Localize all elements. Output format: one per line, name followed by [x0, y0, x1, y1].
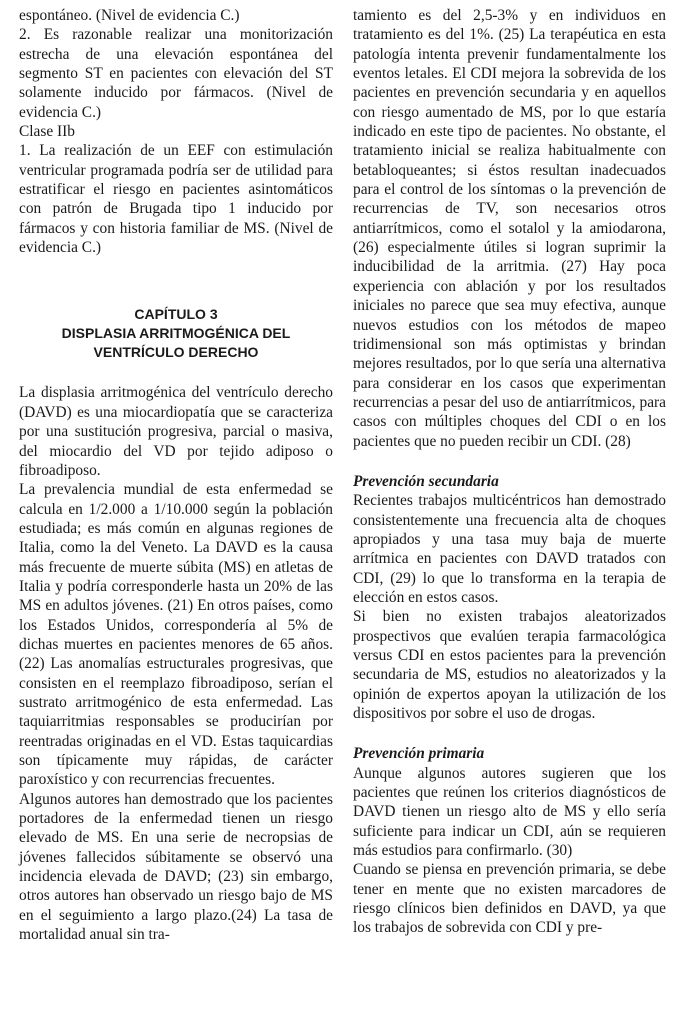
paragraph-definition: La displasia arritmogénica del ventrículo derecho (DAVD) es una miocardiopatía que se caracteriza por una sustitución progresiva, parcial o masiva, del miocardio del VD por tejido adiposo o fibroadiposo. — [19, 384, 333, 479]
heading-secondary-prevention: Prevención secundaria — [353, 472, 499, 490]
paragraph-prevalence: La prevalencia mundial de esta enfermedad se calcula en 1/2.000 a 1/10.000 según la población estudiada; es más común en algunas regiones de Italia, como la del Veneto. La DAVD es la causa más frecuente de muerte súbita (MS) en atletas de Italia y podría corresponderle hasta un 20% de las MS en adultos jóvenes. (21) En otros países, como los Estados Unidos, correspondería al 5% de dichas muertes en pacientes menores de 65 años. (22) Las anomalías estructurales progresivas, que consisten en el reemplazo fibroadiposo, serían el sustrato arritmogénico de esta enfermedad. Las taquiarritmias responsables se producirían por reentradas originadas en el VD. Estas taquicardias son típicamente muy rápidas, de carácter paroxístico y con recurrencias frecuentes. — [19, 481, 333, 789]
paragraph-secondary-1: Recientes trabajos multicéntricos han demostrado consistentemente una frecuencia alta de choques apropiados y una tasa muy baja de muerte arrítmica en pacientes con DAVD tratados con CDI, (29) lo que lo transforma en la terapia de elección en estos casos. — [353, 492, 666, 606]
paragraph-recommendation-1: 1. La realización de un EEF con estimulación ventricular programada podría ser de utilidad para estratificar el riesgo en pacientes asintomáticos con patrón de Brugada tipo 1 inducido por fármacos y con historia familiar de MS. (Nivel de evidencia C.) — [19, 142, 333, 257]
chapter-number: CAPÍTULO 3 — [134, 306, 218, 323]
class-label: Clase IIb — [19, 123, 75, 141]
spacer — [19, 362, 333, 383]
chapter-title-line-2: VENTRÍCULO DERECHO — [93, 344, 259, 361]
right-column — [353, 6, 666, 938]
chapter-title-line-1: DISPLASIA ARRITMOGÉNICA DEL — [61, 325, 291, 342]
left-column — [19, 6, 333, 944]
heading-primary-prevention: Prevención primaria — [353, 745, 485, 763]
paragraph-secondary-2: Si bien no existen trabajos aleatorizados prospectivos que evalúen terapia farmacológica versus CDI en estos pacientes para la prevención secundaria de MS, estudios no aleatorizados y la opinión de expertos apoyan la utilización de los dispositivos por sobre el uso de drogas. — [353, 608, 666, 723]
spacer — [19, 257, 333, 305]
spacer — [353, 723, 666, 744]
paragraph-intro-end: espontáneo. (Nivel de evidencia C.) — [19, 7, 240, 24]
paragraph-authors: Algunos autores han demostrado que los pacientes portadores de la enfermedad tienen un riesgo elevado de MS. En una serie de necropsias de jóvenes fallecidos súbitamente se observó una incidencia elevada de DAVD; (23) sin embargo, otros autores han observado un riesgo bajo de MS en el seguimiento a largo plazo.(24) La tasa de mortalidad anual sin tra- — [19, 790, 333, 944]
spacer — [353, 451, 666, 472]
paragraph-primary-2: Cuando se piensa en prevención primaria, se debe tener en mente que no existen marcadores de riesgo clínicos bien definidos en DAVD, ya que los trabajos de sobrevida con CDI y pre- — [353, 861, 666, 937]
paragraph-recommendation-2: 2. Es razonable realizar una monitorización estrecha de una elevación espontánea del segmento ST en pacientes con elevación del ST solamente inducido por fármacos. (Nivel de evidencia C.) — [19, 26, 333, 121]
paragraph-treatment: tamiento es del 2,5-3% y en individuos en tratamiento es del 1%. (25) La terapéutica en esta patología intenta prevenir fundamentalmente los eventos letales. El CDI mejora la sobrevida de los pacientes en prevención secundaria y en aquellos con riesgo aumentado de MS, por lo que estaría indicado en este tipo de pacientes. No obstante, el tratamiento inicial se realiza habitualmente con betabloqueantes; si éstos resultan inadecuados para el control de los síntomas o la prevención de recurrencias de TV, son necesarios otros antiarrítmicos, como el sotalol y la amiodarona, (26) especialmente útiles si logran suprimir la inducibilidad de la arritmia. (27) Hay poca experiencia con ablación y por los resultados iniciales no parece que sea muy efectiva, aunque nuevos estudios con los métodos de mapeo tridimensional son más optimistas y brindan mejores resultados, por lo que sería una alternativa para considerar en los casos que experimentan recurrencias a pesar del uso de antiarrítmicos, para casos con múltiples choques del CDI o en los pacientes que no pueden recibir un CDI. (28) — [353, 7, 666, 450]
paragraph-primary-1: Aunque algunos autores sugieren que los pacientes que reúnen los criterios diagnósticos de DAVD tienen un riesgo alto de MS y ello sería suficiente para indicar un CDI, aún se requieren más estudios para confirmarlo. (30) — [353, 764, 666, 860]
